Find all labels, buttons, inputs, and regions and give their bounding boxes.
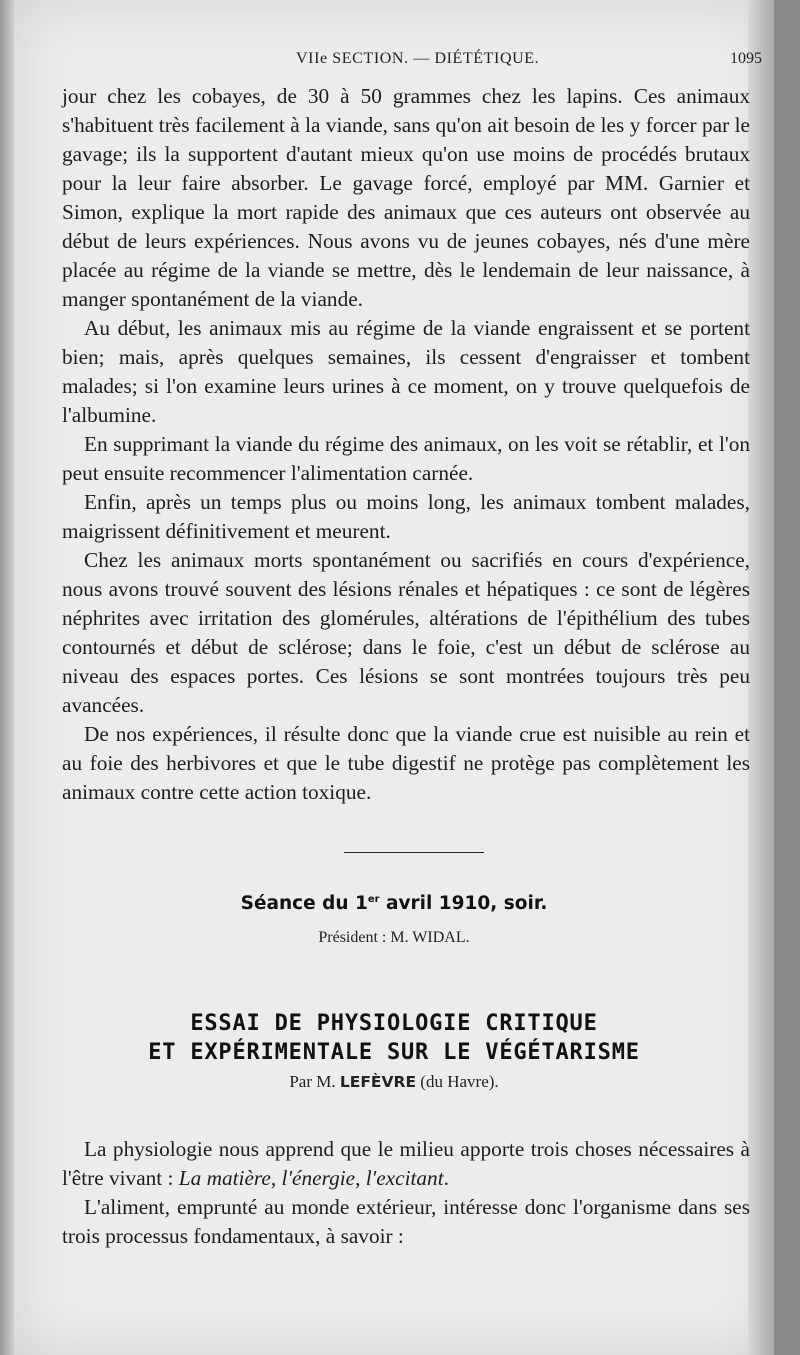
byline-prefix: Par M. <box>289 1072 340 1091</box>
session-suffix: avril 1910, soir. <box>379 893 548 914</box>
paragraph: De nos expériences, il résulte donc que la viande crue est nuisible au rein et au foie des herbivores et que le tube digestif ne protège pas complètement les animaux contre cette action toxique. <box>62 722 750 804</box>
body-text <box>62 82 750 807</box>
page-number: 1095 <box>730 50 762 67</box>
paragraph-continuation: jour chez les cobayes, de 30 à 50 grammes chez les lapins. Ces animaux s'habituent très facilement à la viande, sans qu'on ait besoin de les y forcer par le gavage; ils la supportent d'autant mieux qu'on use moins de procédés brutaux pour la leur faire absorber. Le gavage forcé, employé par MM. Garnier et Simon, explique la mort rapide des animaux que ces auteurs ont observée au début de leurs expériences. Nous avons vu de jeunes cobayes, nés d'une mère placée au régime de la viande se mettre, dès le lendemain de leur naissance, à manger spontanément de la viande. <box>62 84 750 311</box>
byline-place: (du Havre). <box>416 1072 499 1091</box>
running-title: VIIe SECTION. — DIÉTÉTIQUE. <box>296 50 540 67</box>
book-page <box>14 0 774 1355</box>
article-title-line-1: ESSAI DE PHYSIOLOGIE CRITIQUE <box>190 1011 598 1036</box>
term-matter: La matière <box>178 1166 271 1190</box>
paragraph: En supprimant la viande du régime des animaux, on les voit se rétablir, et l'on peut ensuite recommencer l'alimentation carnée. <box>62 432 750 485</box>
paragraph: L'aliment, emprunté au monde extérieur, intéresse donc l'organisme dans ses trois processus fondamentaux, à savoir : <box>62 1195 750 1248</box>
session-ordinal: er <box>367 893 380 905</box>
term-stimulus: l'excitant <box>365 1166 444 1190</box>
article-title <box>14 1009 774 1067</box>
intro-text: La physiologie nous apprend que le milieu apporte trois choses nécessaires à l'être vivant : <box>62 1137 750 1190</box>
section-divider <box>344 852 484 853</box>
paragraph: Enfin, après un temps plus ou moins long, les animaux tombent malades, maigrissent définitivement et meurent. <box>62 490 750 543</box>
article-title-line-2: ET EXPÉRIMENTALE SUR LE VÉGÉTARISME <box>148 1040 640 1065</box>
session-heading <box>14 893 774 914</box>
session-president: Président : M. WIDAL. <box>318 929 470 946</box>
term-energy: l'énergie <box>281 1166 356 1190</box>
right-scan-edge <box>748 0 774 1355</box>
paragraph: Chez les animaux morts spontanément ou sacrifiés en cours d'expérience, nous avons trouvé souvent des lésions rénales et hépatiques : ce sont de légères néphrites avec irritation des glomérules, altérations de l'épithélium des tubes contournés et début de sclérose; dans le foie, c'est un début de sclérose au niveau des espaces portes. Ces lésions se sont montrées toujours très peu avancées. <box>62 548 750 717</box>
article-body <box>62 1135 750 1251</box>
byline-author: LEFÈVRE <box>339 1073 417 1091</box>
left-scan-edge <box>0 0 14 1355</box>
article-byline <box>14 1072 774 1092</box>
paragraph: Au début, les animaux mis au régime de la viande engraissent et se portent bien; mais, après quelques semaines, ils cessent d'engraisser et tombent malades; si l'on examine leurs urines à ce moment, on y trouve quelquefois de l'albumine. <box>62 316 750 427</box>
paragraph: La physiologie nous apprend que le milieu apporte trois choses nécessaires à l'être vivant : La matière, l'énergie, l'excitant. <box>62 1137 750 1190</box>
session-prefix: Séance du 1 <box>240 893 368 914</box>
